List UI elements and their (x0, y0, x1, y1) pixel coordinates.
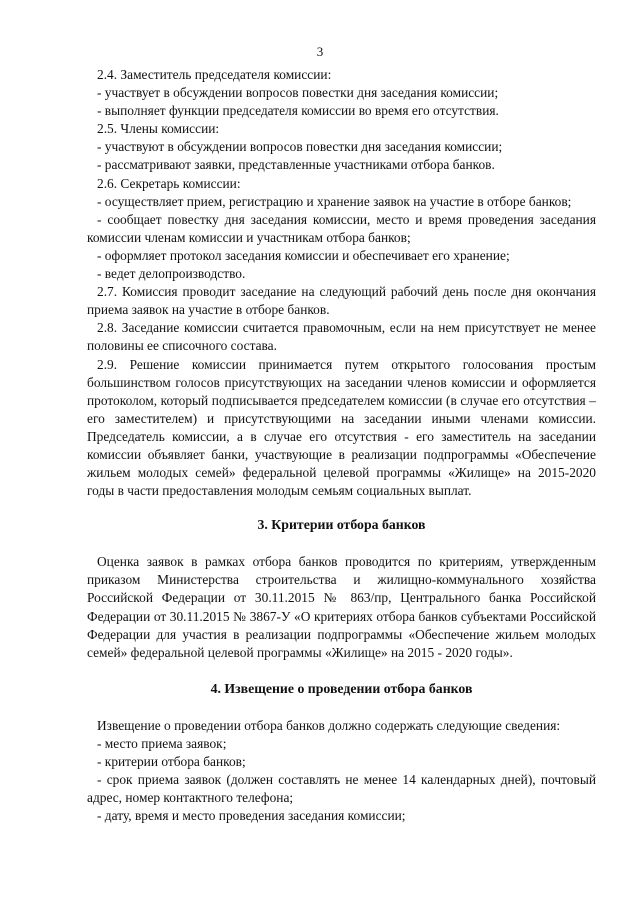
page-number: 3 (316, 44, 324, 59)
clause-2-4-item-1: - участвует в обсуждении вопросов повестки дня заседания комиссии; (97, 85, 499, 101)
clause-2-6-item-4: - ведет делопроизводство. (97, 266, 246, 282)
document-body (87, 66, 596, 825)
section-3-paragraph: Оценка заявок в рамках отбора банков проводится по критериям, утвержденным приказом Министерства строительства и жилищно-коммунального хозяйства Российской Федерации от 30.11.2015 № 863/пр, Центрального банка Российской Федерации от 30.11.2015 № 3867-У «О критериях отбора банков субъектами Российской Федерации для участия в реализации подпрограммы «Обеспечение жильем молодых семей» федеральной целевой программы «Жилище» на 2015 - 2020 годы». (87, 554, 596, 660)
clause-2-9: 2.9. Решение комиссии принимается путем открытого голосования простым большинством голосов присутствующих на заседании членов комиссии и оформляется протоколом, который подписывается председателем комиссии (в случае его отсутствия – его заместителем) и присутствующими на заседании иными членами комиссии. Председатель комиссии, а в случае его отсутствия - его заместитель на заседании комиссии объявляет банки, участвующие в реализации подпрограммы «Обеспечение жильем молодых семей» федеральной целевой программы «Жилище» на 2015-2020 годы в части предоставления молодым семьям социальных выплат. (87, 356, 596, 499)
section-3-heading: 3. Критерии отбора банков (257, 517, 426, 533)
clause-2-7: 2.7. Комиссия проводит заседание на следующий рабочий день после дня окончания приема заявок на участие в отборе банков. (87, 284, 596, 318)
section-4-heading: 4. Извещение о проведении отбора банков (210, 680, 473, 696)
section-4-item-4: - дату, время и место проведения заседания комиссии; (97, 808, 406, 824)
clause-2-6-item-2: - сообщает повестку дня заседания комиссии, место и время проведения заседания комиссии членам комиссии и участникам отбора банков; (87, 211, 596, 245)
section-4-item-2: - критерии отбора банков; (97, 754, 246, 769)
clause-2-5-item-1: - участвуют в обсуждении вопросов повестки дня заседания комиссии; (97, 139, 503, 155)
clause-2-4-item-2: - выполняет функции председателя комиссии во время его отсутствия. (97, 103, 499, 119)
section-4-item-1: - место приема заявок; (97, 735, 227, 751)
section-4-intro: Извещение о проведении отбора банков должно содержать следующие сведения: (97, 717, 561, 733)
clause-2-4-title: 2.4. Заместитель председателя комиссии: (97, 67, 332, 82)
clause-2-6-item-3: - оформляет протокол заседания комиссии и обеспечивает его хранение; (97, 247, 510, 263)
clause-2-8: 2.8. Заседание комиссии считается правомочным, если на нем присутствует не менее половины ее списочного состава. (87, 320, 596, 354)
section-4-item-3: - срок приема заявок (должен составлять не менее 14 календарных дней), почтовый адрес, номер контактного телефона; (87, 772, 596, 806)
clause-2-6-item-1: - осуществляет прием, регистрацию и хранение заявок на участие в отборе банков; (97, 193, 572, 209)
clause-2-6-title: 2.6. Секретарь комиссии: (97, 175, 241, 191)
clause-2-5-title: 2.5. Члены комиссии: (97, 121, 220, 137)
clause-2-5-item-2: - рассматривают заявки, представленные участниками отбора банков. (97, 157, 495, 173)
